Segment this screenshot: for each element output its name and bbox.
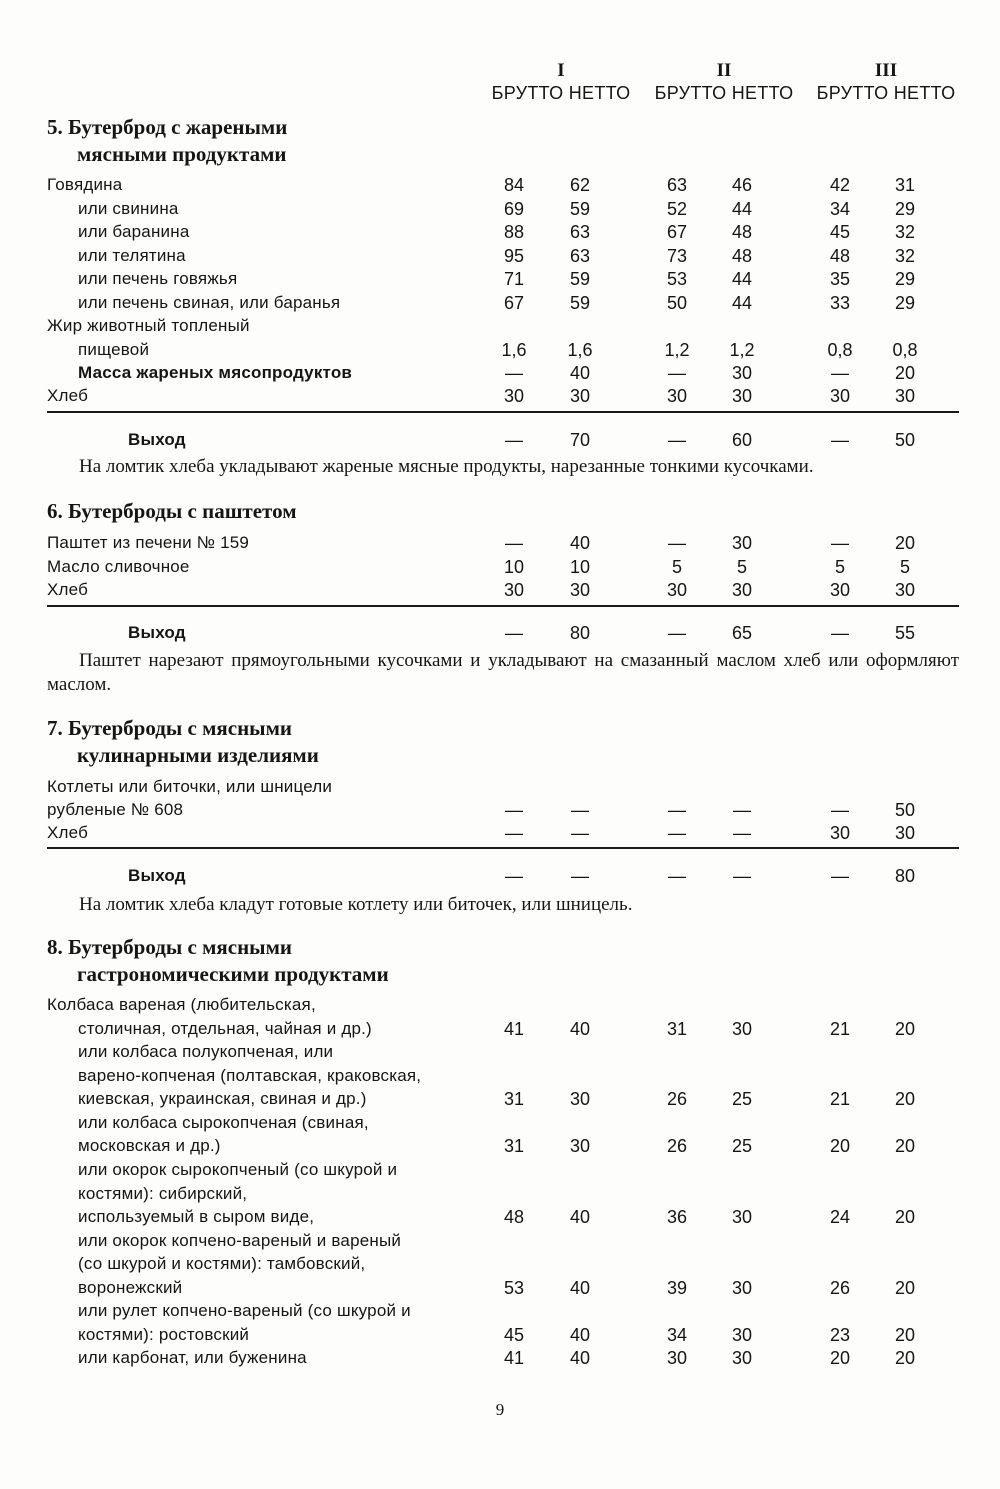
quantity-cell: 23 [829,1325,851,1345]
ingredient-name: воронежский [78,1278,183,1297]
quantity-cell: 5 [736,557,747,577]
s5-table-row [0,173,1000,197]
yield-label: Выход [128,623,186,642]
quantity-cell: — [831,533,849,553]
s5-title-line-2: мясными продуктами [77,142,287,166]
category-3-numeral: III [874,60,898,81]
quantity-cell: — [668,823,686,843]
s5-yield-row [0,428,1000,452]
quantity-cell: 5 [834,557,845,577]
quantity-cell: 41 [503,1019,525,1039]
quantity-cell: 44 [731,199,753,219]
quantity-cell: 80 [569,623,591,643]
s7-table-row [0,821,1000,845]
s8-table-row [0,1111,1000,1135]
quantity-cell: 84 [503,175,525,195]
ingredient-name: Котлеты или биточки, или шницели [47,777,333,796]
quantity-cell: 20 [894,363,916,383]
quantity-cell: 63 [666,175,688,195]
quantity-cell: 55 [894,623,916,643]
quantity-cell: 1,2 [729,340,755,360]
quantity-cell: 48 [731,222,753,242]
s8-table-row [0,1158,1000,1182]
ingredient-name: Хлеб [47,386,89,405]
s8-table-row [0,1276,1000,1300]
s8-table-row [0,1182,1000,1206]
quantity-cell: 48 [503,1207,525,1227]
quantity-cell: 1,6 [501,340,527,360]
yield-label: Выход [128,866,186,885]
quantity-cell: 52 [666,199,688,219]
category-header [480,60,960,110]
ingredient-name: Масло сливочное [47,557,190,576]
s7-divider [47,847,959,849]
s5-table-row [0,220,1000,244]
s5-table-row [0,291,1000,315]
quantity-cell: 88 [503,222,525,242]
s5-table-row [0,314,1000,338]
ingredient-name: Жир животный топленый [47,316,250,335]
ingredient-name: или рулет копчено-вареный (со шкурой и [78,1301,411,1320]
quantity-cell: 35 [829,269,851,289]
quantity-cell: 53 [666,269,688,289]
s7-note: На ломтик хлеба кладут готовые котлету или биточек, или шницель. [79,894,633,915]
quantity-cell: — [571,800,589,820]
s5-table-row [0,384,1000,408]
s6-table-row [0,531,1000,555]
quantity-cell: 25 [731,1089,753,1109]
ingredient-name: или баранина [78,222,190,241]
s7-table-row [0,798,1000,822]
quantity-cell: — [505,430,523,450]
quantity-cell: 70 [569,430,591,450]
ingredient-name: московская и др.) [78,1136,221,1155]
quantity-cell: 40 [569,1019,591,1039]
quantity-cell: 65 [731,623,753,643]
ingredient-name: варено-копченая (полтавская, краковская, [78,1066,422,1085]
quantity-cell: 30 [731,1348,753,1368]
page-number: 9 [495,1400,505,1419]
quantity-cell: 21 [829,1019,851,1039]
quantity-cell: 5 [671,557,682,577]
quantity-cell: — [668,533,686,553]
quantity-cell: 59 [569,269,591,289]
quantity-cell: 63 [569,222,591,242]
s6-table-row [0,555,1000,579]
quantity-cell: 40 [569,533,591,553]
quantity-cell: — [733,866,751,886]
quantity-cell: 40 [569,1348,591,1368]
ingredient-name: Хлеб [47,580,89,599]
quantity-cell: — [831,430,849,450]
quantity-cell: 30 [731,1207,753,1227]
quantity-cell: 36 [666,1207,688,1227]
s6-table-row [0,578,1000,602]
quantity-cell: 30 [666,1348,688,1368]
quantity-cell: 31 [503,1136,525,1156]
quantity-cell: 48 [829,246,851,266]
quantity-cell: 67 [503,293,525,313]
quantity-cell: — [505,823,523,843]
quantity-cell: — [505,800,523,820]
quantity-cell: 40 [569,1207,591,1227]
quantity-cell: 30 [731,1019,753,1039]
quantity-cell: 30 [731,580,753,600]
s8-table-row [0,1134,1000,1158]
s5-title [47,114,287,168]
ingredient-name: Хлеб [47,823,89,842]
quantity-cell: 10 [503,557,525,577]
s8-title-line-1: 8. Бутерброды с мясными [47,935,292,959]
s5-table-row [0,338,1000,362]
s8-title [47,934,389,988]
category-3-header [810,60,962,104]
quantity-cell: 20 [894,1348,916,1368]
quantity-cell: 29 [894,269,916,289]
s8-table-row [0,1087,1000,1111]
ingredient-name: Масса жареных мясопродуктов [78,363,353,382]
s8-table-row [0,1323,1000,1347]
quantity-cell: 30 [829,823,851,843]
quantity-cell: 32 [894,246,916,266]
quantity-cell: 40 [569,363,591,383]
quantity-cell: 44 [731,269,753,289]
quantity-cell: 46 [731,175,753,195]
quantity-cell: — [831,866,849,886]
s5-table-row [0,197,1000,221]
quantity-cell: 10 [569,557,591,577]
quantity-cell: 50 [894,800,916,820]
quantity-cell: 21 [829,1089,851,1109]
ingredient-name: пищевой [78,340,150,359]
quantity-cell: — [668,363,686,383]
ingredient-name: киевская, украинская, свиная и др.) [78,1089,367,1108]
quantity-cell: 30 [731,363,753,383]
quantity-cell: 63 [569,246,591,266]
quantity-cell: 50 [666,293,688,313]
s6-yield-row [0,621,1000,645]
s8-table-row [0,993,1000,1017]
quantity-cell: 29 [894,199,916,219]
quantity-cell: 30 [829,580,851,600]
category-1-numeral: I [557,60,565,81]
quantity-cell: — [571,823,589,843]
quantity-cell: 0,8 [827,340,853,360]
quantity-cell: 59 [569,293,591,313]
s5-divider [47,411,959,413]
s8-table-row [0,1346,1000,1370]
quantity-cell: 45 [503,1325,525,1345]
yield-label: Выход [128,430,186,449]
ingredient-name: или карбонат, или буженина [78,1348,307,1367]
quantity-cell: — [505,623,523,643]
ingredient-name: костями): сибирский, [78,1184,248,1203]
quantity-cell: 20 [894,1019,916,1039]
s6-title-line-1: 6. Бутерброды с паштетом [47,499,297,523]
quantity-cell: — [505,533,523,553]
s5-table-row [0,267,1000,291]
s5-title-line-1: 5. Бутерброд с жареными [47,115,288,139]
s8-table-row [0,1017,1000,1041]
ingredient-name: или печень говяжья [78,269,238,288]
quantity-cell: 30 [569,1136,591,1156]
quantity-cell: 31 [666,1019,688,1039]
quantity-cell: 20 [894,1325,916,1345]
quantity-cell: 30 [731,386,753,406]
ingredient-name: или свинина [78,199,179,218]
quantity-cell: — [831,623,849,643]
ingredient-name: или телятина [78,246,186,265]
quantity-cell: 48 [731,246,753,266]
quantity-cell: 32 [894,222,916,242]
quantity-cell: 33 [829,293,851,313]
s8-table-row [0,1064,1000,1088]
ingredient-name: костями): ростовский [78,1325,250,1344]
ingredient-name: или окорок сырокопченый (со шкурой и [78,1160,398,1179]
quantity-cell: 73 [666,246,688,266]
quantity-cell: 25 [731,1136,753,1156]
quantity-cell: 53 [503,1278,525,1298]
quantity-cell: 20 [829,1136,851,1156]
quantity-cell: — [668,800,686,820]
ingredient-name: используемый в сыром виде, [78,1207,315,1226]
s7-title [47,715,319,769]
quantity-cell: 30 [894,823,916,843]
quantity-cell: 39 [666,1278,688,1298]
ingredient-name: или колбаса сырокопченая (свиная, [78,1113,369,1132]
s8-table-row [0,1205,1000,1229]
s8-table-row [0,1040,1000,1064]
quantity-cell: 31 [503,1089,525,1109]
quantity-cell: — [571,866,589,886]
s6-title [47,498,297,525]
quantity-cell: 20 [894,533,916,553]
quantity-cell: — [733,823,751,843]
category-1-columns: БРУТТО НЕТТО [491,83,631,103]
ingredient-name: Колбаса вареная (любительская, [47,995,316,1014]
quantity-cell: 41 [503,1348,525,1368]
quantity-cell: 1,2 [664,340,690,360]
quantity-cell: 20 [894,1278,916,1298]
quantity-cell: 26 [829,1278,851,1298]
ingredient-name: или печень свиная, или баранья [78,293,341,312]
category-1-header [485,60,637,104]
category-2-numeral: II [716,60,732,81]
quantity-cell: 34 [829,199,851,219]
quantity-cell: 67 [666,222,688,242]
quantity-cell: 30 [731,533,753,553]
s8-table-row [0,1229,1000,1253]
ingredient-name: (со шкурой и костями): тамбовский, [78,1254,366,1273]
ingredient-name: столичная, отдельная, чайная и др.) [78,1019,372,1038]
quantity-cell: 31 [894,175,916,195]
quantity-cell: 60 [731,430,753,450]
s7-title-line-2: кулинарными изделиями [77,743,319,767]
quantity-cell: 34 [666,1325,688,1345]
quantity-cell: 30 [829,386,851,406]
quantity-cell: 30 [503,386,525,406]
quantity-cell: 80 [894,866,916,886]
quantity-cell: — [505,363,523,383]
quantity-cell: 42 [829,175,851,195]
quantity-cell: 5 [899,557,910,577]
s7-title-line-1: 7. Бутерброды с мясными [47,716,292,740]
quantity-cell: 24 [829,1207,851,1227]
quantity-cell: 30 [731,1325,753,1345]
quantity-cell: 71 [503,269,525,289]
s8-table-row [0,1252,1000,1276]
s5-note: На ломтик хлеба укладывают жареные мясные продукты, нарезанные тонкими кусочками. [79,456,814,477]
quantity-cell: 30 [894,580,916,600]
quantity-cell: 29 [894,293,916,313]
s8-table-row [0,1299,1000,1323]
s6-divider [47,605,959,607]
quantity-cell: 30 [503,580,525,600]
category-2-header [648,60,800,104]
quantity-cell: 20 [894,1207,916,1227]
quantity-cell: 95 [503,246,525,266]
quantity-cell: 62 [569,175,591,195]
quantity-cell: 30 [569,580,591,600]
quantity-cell: — [668,430,686,450]
quantity-cell: 50 [894,430,916,450]
quantity-cell: 26 [666,1136,688,1156]
quantity-cell: 30 [666,580,688,600]
quantity-cell: 20 [894,1089,916,1109]
quantity-cell: — [668,866,686,886]
ingredient-name: рубленые № 608 [47,800,184,819]
quantity-cell: 59 [569,199,591,219]
s6-note: Паштет нарезают прямоугольными кусочками и укладывают на смазанный маслом хлеб или оформляют маслом. [47,650,959,695]
ingredient-name: Говядина [47,175,123,194]
quantity-cell: 40 [569,1325,591,1345]
quantity-cell: 30 [569,1089,591,1109]
s7-yield-row [0,864,1000,888]
quantity-cell: — [733,800,751,820]
category-2-columns: БРУТТО НЕТТО [654,83,794,103]
quantity-cell: 20 [894,1136,916,1156]
quantity-cell: 44 [731,293,753,313]
quantity-cell: — [831,800,849,820]
quantity-cell: 45 [829,222,851,242]
quantity-cell: — [505,866,523,886]
quantity-cell: — [831,363,849,383]
quantity-cell: 30 [731,1278,753,1298]
quantity-cell: 30 [666,386,688,406]
quantity-cell: 20 [829,1348,851,1368]
ingredient-name: или окорок копчено-вареный и вареный [78,1231,402,1250]
s5-table-row [0,361,1000,385]
ingredient-name: или колбаса полукопченая, или [78,1042,334,1061]
s8-title-line-2: гастрономическими продуктами [77,962,389,986]
quantity-cell: 30 [569,386,591,406]
quantity-cell: 40 [569,1278,591,1298]
quantity-cell: 26 [666,1089,688,1109]
quantity-cell: — [668,623,686,643]
category-3-columns: БРУТТО НЕТТО [816,83,956,103]
s7-table-row [0,775,1000,799]
ingredient-name: Паштет из печени № 159 [47,533,250,552]
quantity-cell: 30 [894,386,916,406]
quantity-cell: 69 [503,199,525,219]
s5-table-row [0,244,1000,268]
quantity-cell: 0,8 [892,340,918,360]
quantity-cell: 1,6 [567,340,593,360]
